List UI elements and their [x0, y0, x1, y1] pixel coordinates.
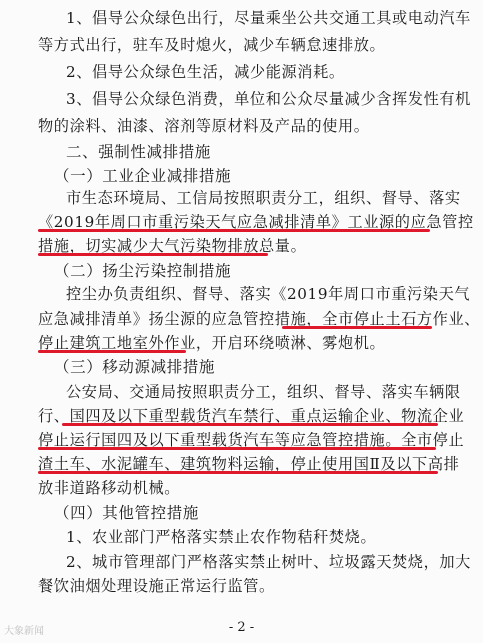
para-line: 2、城市管理部门严格落实禁止树叶、垃圾露天焚烧，加大	[66, 553, 471, 571]
para-line: 等方式出行，驻车及时熄火，减少车辆怠速排放。	[38, 36, 386, 54]
highlight-underline	[38, 253, 268, 256]
para-line: 餐饮油烟处理设施正常运行监管。	[38, 577, 275, 595]
subsection-heading: （一）工业企业减排措施	[54, 167, 232, 185]
para-line: 放非道路移动机械。	[38, 479, 181, 497]
watermark: 大象新闻	[4, 626, 44, 637]
highlight-underline	[38, 447, 436, 450]
subsection-heading: （四）其他管控措施	[54, 504, 199, 522]
subsection-heading: （三）移动源减排措施	[54, 358, 216, 376]
highlight-underline	[62, 423, 438, 426]
para-line: 行、国四及以下重型载货汽车禁行、重点运输企业、物流企业	[38, 407, 465, 425]
page-number: - 2 -	[228, 620, 255, 635]
para-line: 停止运行国四及以下重型载货汽车等应急管控措施。全市停止	[38, 431, 465, 449]
highlight-underline	[282, 326, 432, 329]
para-line: 物的涂料、油漆、溶剂等原材料及产品的使用。	[38, 117, 370, 135]
para-line: 《2019年周口市重污染天气应急减排清单》工业源的应急管控	[38, 213, 474, 231]
highlight-underline	[38, 471, 438, 474]
para-line: 1、倡导公众绿色出行，尽量乘坐公共交通工具或电动汽车	[66, 9, 471, 27]
para-line: 公安局、交通局按照职责分工，组织、督导、落实车辆限	[66, 383, 461, 401]
subsection-heading: （二）扬尘污染控制措施	[54, 262, 232, 280]
section-heading: 二、强制性减排措施	[66, 143, 211, 161]
para-line: 市生态环境局、工信局按照职责分工，组织、督导、落实	[66, 189, 461, 207]
para-line: 3、倡导公众绿色消费，单位和公众尽量减少含挥发性有机	[66, 90, 471, 108]
para-line: 2、倡导公众绿色生活，减少能源消耗。	[66, 63, 345, 81]
para-line: 1、农业部门严格落实禁止农作物秸秆焚烧。	[66, 528, 377, 546]
highlight-underline	[38, 350, 186, 353]
para-line: 措施，切实减少大气污染物排放总量。	[38, 237, 307, 255]
highlight-underline	[38, 229, 430, 232]
para-line: 渣土车、水泥罐车、建筑物料运输，停止使用国Ⅱ及以下高排	[38, 455, 460, 473]
para-line: 控尘办负责组织、督导、落实《2019年周口市重污染天气	[66, 285, 471, 303]
para-line: 停止建筑工地室外作业，开启环绕喷淋、雾炮机。	[38, 334, 386, 352]
para-line: 应急减排清单》扬尘源的应急管控措施，全市停止土石方作业、	[38, 310, 481, 328]
